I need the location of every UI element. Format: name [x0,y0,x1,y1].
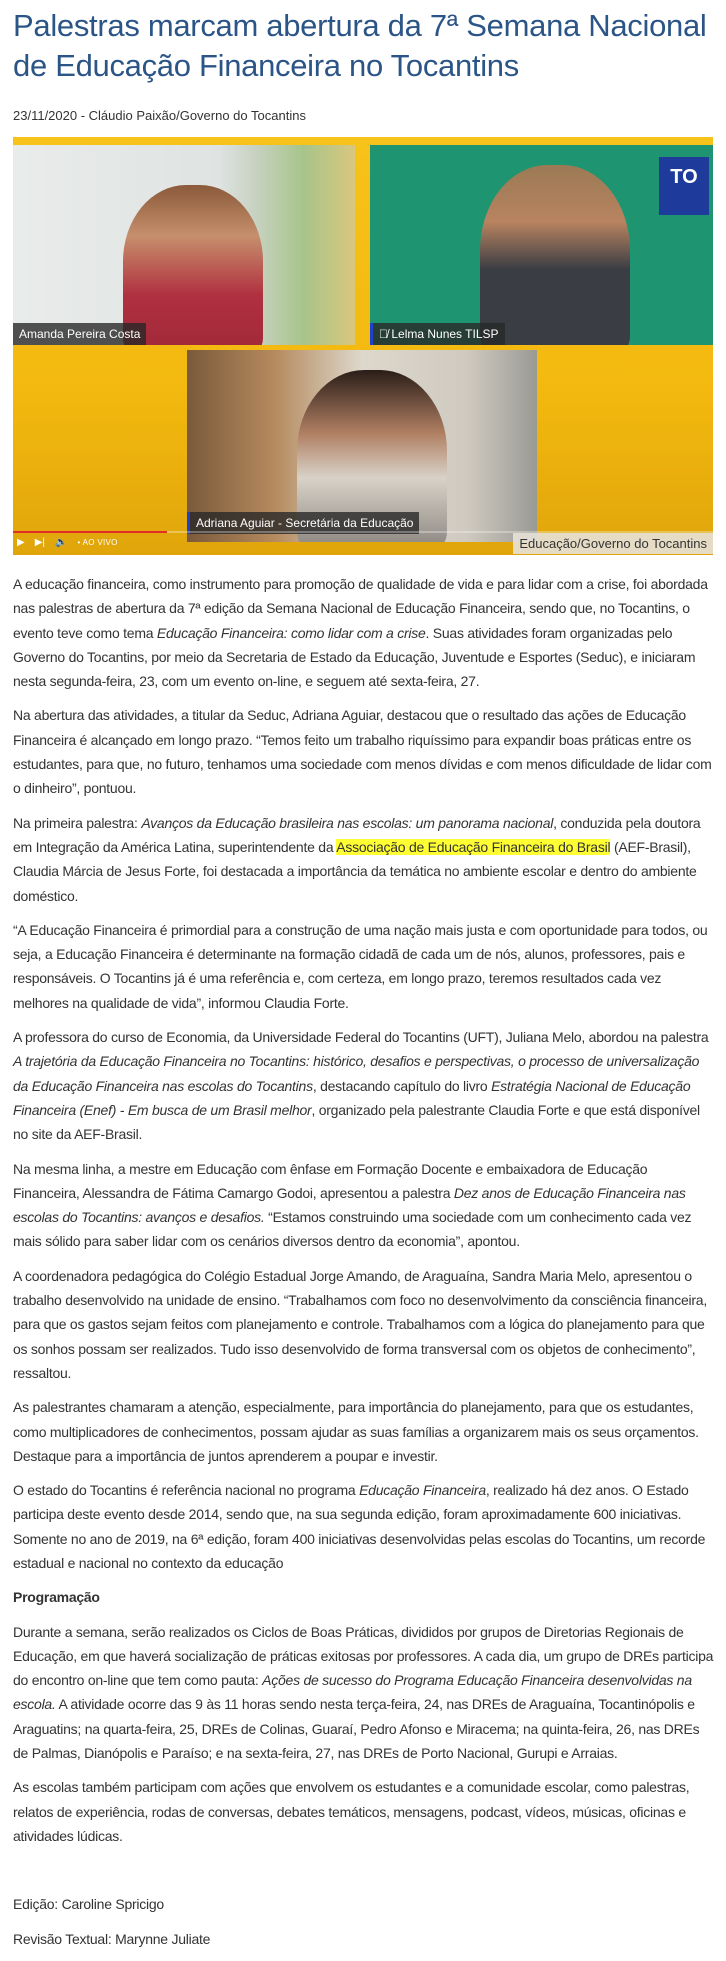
italic-text: A trajetória da Educação Financeira no Tocantins: histórico, desafios e perspectivas, o processo de universalização da Educação Financeira nas escolas do Tocantins [13,1053,700,1094]
italic-text: Educação Financeira: como lidar com a crise [156,624,426,641]
italic-text: Avanços da Educação brasileira nas escolas: um panorama nacional [141,814,554,831]
article-body [13,572,715,1961]
text-segment: Na mesma linha, a mestre em Educação com ênfase em Formação Docente e embaixadora de Educação Financeira, Alessandra de Fátima Camargo Godoi, apresentou a palestra [13,1160,648,1201]
section-heading: Programação [13,1589,100,1606]
article-paragraph [13,572,715,693]
text-segment: Durante a semana, serão realizados os Ciclos de Boas Práticas, divididos por grupos de Diretorias Regionais de Educação, em que haverá socialização de práticas exitosas por professores. A cada dia, um grupo de DREs participa do encontro on-line que tem como pauta: [13,1623,714,1689]
volume-icon[interactable]: 🔈 [55,537,68,548]
edition-credit: Edição: Caroline Spricigo [13,1896,164,1913]
text-segment: O estado do Tocantins é referência nacional no programa [13,1482,360,1499]
italic-text: Dez anos de Educação Financeira nas escolas do Tocantins: avanços e desafios. [13,1184,686,1226]
article-paragraph [13,1620,715,1766]
text-segment: Na abertura das atividades, a titular da Seduc, Adriana Aguiar, destacou que o resultado das ações de Educação Financeira é alcançado em longo prazo. “Temos feito um trabalho riquíssimo para expandir boas práticas entre os estudantes, para que, no futuro, tenhamos uma sociedade com menos dívidas e com menos dificuldade de lidar com o dinheiro”, pontuou. [13,707,712,797]
logo-text: TO [670,166,698,188]
hero-image[interactable] [13,137,713,555]
article-paragraph [13,811,715,908]
video-panel-interpreter [370,145,713,345]
text-segment: , conduzida pela doutora em Integração da América Latina, superintendente da [13,814,701,855]
article-paragraph [13,703,715,800]
article-meta: 23/11/2020 - Cláudio Paixão/Governo do Tocantins [13,108,306,123]
text-segment: A educação financeira, como instrumento para promoção de qualidade de vida e para lidar com a crise, foi abordada nas palestras de abertura da 7ª edição da Semana Nacional de Educação Financeira, sendo que, no Tocantins, o evento teve como tema [13,576,708,641]
text-segment: Na primeira palestra: [13,814,142,831]
article-paragraph [13,1157,715,1254]
video-progress-fill [13,531,167,533]
text-segment: . Suas atividades foram organizadas pelo Governo do Tocantins, por meio da Secretaria de Estado da Educação, Juventude e Esportes (Seduc), e iniciaram nesta segunda-feira, 23, com um evento on-line, e seguem até sexta-feira, 27. [13,624,696,690]
text-segment: As escolas também participam com ações que envolvem os estudantes e a comunidade escolar, como palestras, relatos de experiência, rodas de conversas, debates temáticos, mensagens, podcast, vídeos, músicas, oficinas e atividades lúdicas. [13,1779,690,1844]
italic-text: Estratégia Nacional de Educação Financeira (Enef) - Em busca de um Brasil melhor [13,1077,691,1118]
revision-credit: Revisão Textual: Marynne Juliate [13,1930,211,1947]
article-title: Palestras marcam abertura da 7ª Semana Nacional de Educação Financeira no Tocantins [13,8,707,83]
article-paragraph [13,1775,715,1848]
text-segment: A professora do curso de Economia, da Universidade Federal do Tocantins (UFT), Juliana Melo, abordou na palestra [13,1029,709,1046]
speaker-figure [123,185,263,345]
skip-next-icon[interactable]: ▶| [34,537,45,548]
paragraph-group [13,572,715,1575]
text-segment: As palestrantes chamaram a atenção, especialmente, para importância do planejamento, para que os estudantes, como multiplicadores de conhecimentos, possam ajudar as suas famílias a organizarem mais os seus orçamentos. Destaque para a importância de juntos aprenderem a poupar e investir. [13,1399,699,1464]
text-segment: “A Educação Financeira é primordial para a construção de uma nação mais justa e com oportunidade para todos, ou seja, a Educação Financeira é determinante na formação cidadã de cada um de nós, alunos, professores, pais e responsáveis. O Tocantins já é uma referência e, com certeza, em longo prazo, teremos resultados cada vez melhores na qualidade de vida”, informou Claudia Forte. [13,921,708,1011]
section-paragraph-group [13,1620,715,1849]
participant-name: Amanda Pereira Costa [13,323,146,345]
participant-name-text: Lelma Nunes TILSP [391,327,499,341]
government-logo [659,157,709,215]
participant-name: Adriana Aguiar - Secretária da Educação [187,512,419,534]
participant-name [370,323,505,345]
photo-credit: Educação/Governo do Tocantins [513,533,713,554]
muted-mic-icon: 🎙̸ [379,327,392,341]
text-segment: “Estamos construindo uma sociedade com um conhecimento cada vez mais sólido para saber lidar com os cenários diversos dentro da economia”, apontou. [13,1209,692,1250]
text-segment: , realizado há dez anos. O Estado participa deste evento desde 2014, sendo que, na sua segunda edição, foram aproximadamente 600 iniciativas. Somente no ano de 2019, na 6ª edição, foram 400 iniciativas desenvolvidas pelas escolas do Tocantins, um recorde estadual e nacional no contexto da educação [13,1482,706,1571]
article-paragraph [13,1025,715,1146]
play-icon[interactable]: ▶ [17,537,25,548]
text-segment: (AEF-Brasil), Claudia Márcia de Jesus Forte, foi destacada a importância da temática no ambiente escolar e dentro do ambiente doméstico. [13,838,697,904]
text-segment: A atividade ocorre das 9 às 11 horas sendo nesta terça-feira, 24, nas DREs de Araguaína, Tocantinópolis e Araguatins; na quarta-feira, 25, DREs de Colinas, Guaraí, Pedro Afonso e Miracema; na quinta-feira, 26, nas DREs de Palmas, Dianópolis e Paraíso; e na sexta-feira, 27, nas DREs de Porto Nacional, Gurupi e Arraias. [13,1696,700,1762]
text-segment: , destacando capítulo do livro [312,1077,492,1094]
video-panel-speaker [13,145,355,345]
text-segment: , organizado pela palestrante Claudia Forte e que está disponível no site da AEF-Brasil. [13,1101,700,1143]
article-paragraph [13,1264,715,1385]
italic-text: Ações de sucesso do Programa Educação Financeira desenvolvidas na escola. [13,1672,692,1713]
highlighted-link[interactable]: Associação de Educação Financeira do Brasil [336,838,611,855]
article-paragraph [13,918,715,1015]
video-controls [17,537,118,548]
article-paragraph [13,1395,715,1468]
italic-text: Educação Financeira [359,1482,486,1499]
live-indicator: • AO VIVO [77,538,118,547]
text-segment: A coordenadora pedagógica do Colégio Estadual Jorge Amando, de Araguaína, Sandra Maria Melo, apresentou o trabalho desenvolvido na unidade de ensino. “Trabalhamos com foco no desenvolvimento da consciência financeira, para que os gastos sejam feitos com planejamento e controle. Trabalhamos com a lógica do planejamento para que os sonhos possam ser realizados. Tudo isso desenvolvido de forma transversal com os objetos de conhecimento”, ressaltou. [13,1267,707,1381]
article-paragraph [13,1478,715,1575]
interpreter-figure [480,165,630,345]
video-panel-secretary [187,350,537,542]
